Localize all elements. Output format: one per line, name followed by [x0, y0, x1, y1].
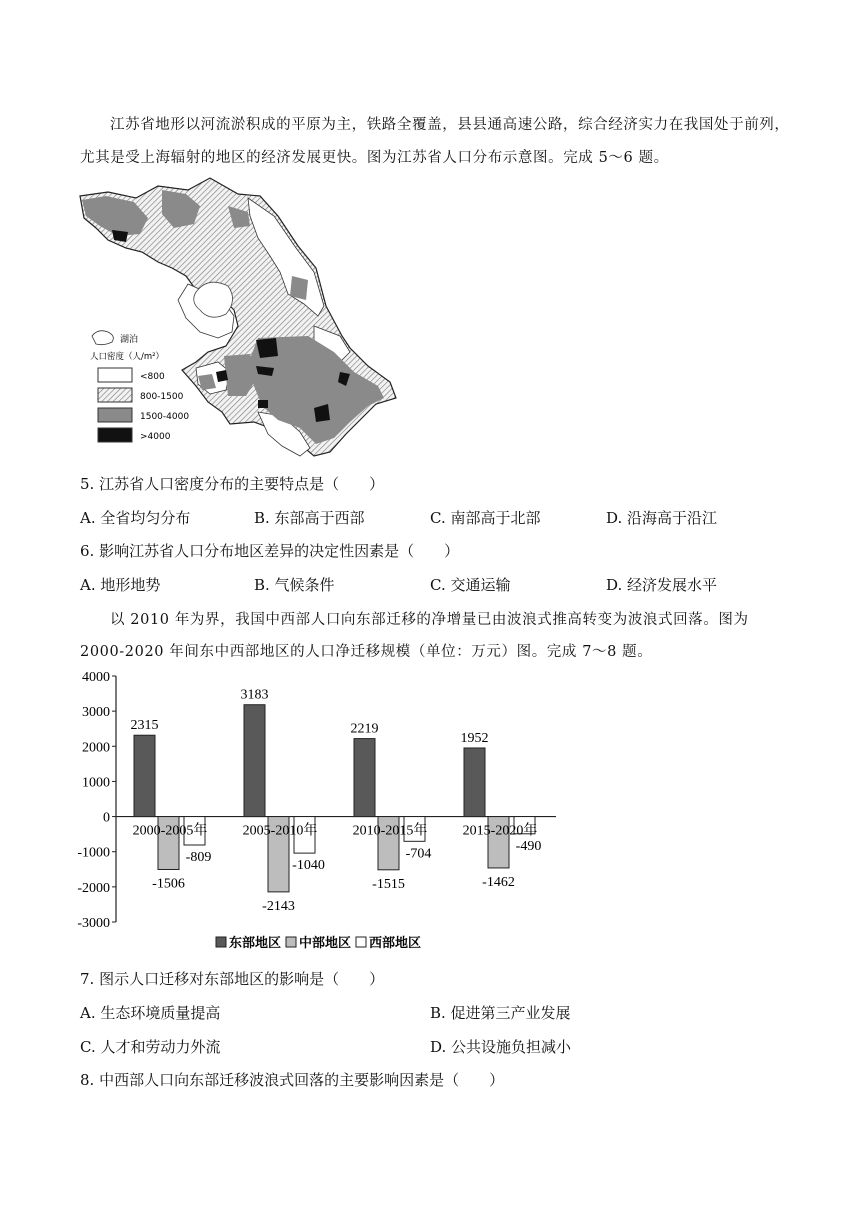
- y-tick-label: 0: [103, 810, 110, 826]
- legend-label: 中部地区: [299, 936, 352, 951]
- mid-density-region-central-east: [290, 276, 308, 300]
- legend-label-3: 1500-4000: [140, 412, 190, 422]
- y-tick-label: -1000: [77, 845, 110, 861]
- q5-option-b[interactable]: B. 东部高于西部: [254, 509, 365, 527]
- q6-option-c[interactable]: C. 交通运输: [430, 576, 511, 594]
- data-label: 2315: [130, 718, 159, 734]
- legend-swatch-4: [98, 428, 132, 442]
- high-density-spot-4: [216, 370, 228, 382]
- data-label: -490: [515, 838, 542, 854]
- legend-label-2: 800-1500: [140, 392, 184, 402]
- legend-label-1: <800: [140, 372, 165, 382]
- q6-option-b[interactable]: B. 气候条件: [254, 576, 335, 594]
- data-label: -1040: [292, 858, 325, 874]
- legend-swatch: [216, 937, 226, 947]
- q6-option-a[interactable]: A. 地形地势: [80, 576, 161, 594]
- data-label: 1952: [460, 730, 489, 746]
- legend-swatch-2: [98, 388, 132, 402]
- q7-stem: 7. 图示人口迁移对东部地区的影响是（ ）: [80, 970, 385, 988]
- q7-option-a[interactable]: A. 生态环境质量提高: [80, 1004, 221, 1022]
- legend-label-4: >4000: [140, 432, 171, 442]
- data-label: -1462: [482, 874, 515, 890]
- q5-option-c[interactable]: C. 南部高于北部: [430, 509, 541, 527]
- q6-option-d[interactable]: D. 经济发展水平: [606, 576, 718, 594]
- data-label: -809: [185, 850, 212, 866]
- x-category-label: 2000-2005年: [132, 823, 208, 839]
- bar-east: [134, 735, 155, 816]
- intro1-line2: 尤其是受上海辐射的地区的经济发展更快。图为江苏省人口分布示意图。完成 5～6 题。: [80, 150, 669, 166]
- legend-label: 西部地区: [369, 936, 422, 951]
- legend-swatch-1: [98, 368, 132, 382]
- bar-east: [354, 739, 375, 817]
- q6-stem: 6. 影响江苏省人口分布地区差异的决定性因素是（ ）: [80, 542, 460, 560]
- data-label: 2219: [350, 721, 379, 737]
- legend-title: 人口密度（人/m²）: [90, 352, 165, 362]
- intro2-line2: 2000-2020 年间东中西部地区的人口净迁移规模（单位：万元）图。完成 7～8 题。: [80, 644, 653, 660]
- y-tick-label: 2000: [82, 740, 110, 756]
- y-tick-label: 1000: [82, 775, 110, 791]
- migration-bar-chart: [72, 666, 572, 966]
- x-category-label: 2010-2015年: [352, 823, 428, 839]
- data-label: -704: [405, 846, 432, 862]
- y-tick-label: 4000: [82, 670, 110, 685]
- q5-option-a[interactable]: A. 全省均匀分布: [80, 509, 191, 527]
- q7-option-b[interactable]: B. 促进第三产业发展: [430, 1004, 571, 1022]
- q8-stem: 8. 中西部人口向东部迁移波浪式回落的主要影响因素是（ ）: [80, 1071, 505, 1089]
- q5-option-d[interactable]: D. 沿海高于沿江: [606, 509, 718, 527]
- intro1-line1: 江苏省地形以河流淤积成的平原为主，铁路全覆盖，县县通高速公路，综合经济实力在我国处于前列，: [110, 117, 790, 133]
- q7-option-c[interactable]: C. 人才和劳动力外流: [80, 1038, 221, 1056]
- y-tick-label: 3000: [82, 705, 110, 721]
- legend-swatch: [286, 937, 296, 947]
- data-label: -2143: [262, 898, 295, 914]
- jiangsu-population-map: [78, 176, 398, 464]
- high-density-spot-6: [258, 400, 268, 408]
- bar-east: [244, 705, 265, 817]
- y-tick-label: -3000: [77, 916, 110, 931]
- q5-stem: 5. 江苏省人口密度分布的主要特点是（ ）: [80, 475, 385, 493]
- data-label: -1515: [372, 876, 405, 892]
- y-tick-label: -2000: [77, 880, 110, 896]
- x-category-label: 2005-2010年: [242, 823, 318, 839]
- data-label: -1506: [152, 876, 185, 892]
- data-label: 3183: [240, 687, 269, 703]
- x-category-label: 2015-2020年: [462, 823, 538, 839]
- legend-label: 东部地区: [229, 936, 282, 951]
- legend-swatch: [356, 937, 366, 947]
- legend-lake-label: 湖泊: [120, 335, 139, 345]
- bar-east: [464, 748, 485, 817]
- legend-swatch-3: [98, 408, 132, 422]
- q7-option-d[interactable]: D. 公共设施负担减小: [430, 1038, 572, 1056]
- intro2-line1: 以 2010 年为界，我国中西部人口向东部迁移的净增量已由波浪式推高转变为波浪式回落。图为: [110, 612, 749, 628]
- legend-lake-symbol: [92, 331, 113, 345]
